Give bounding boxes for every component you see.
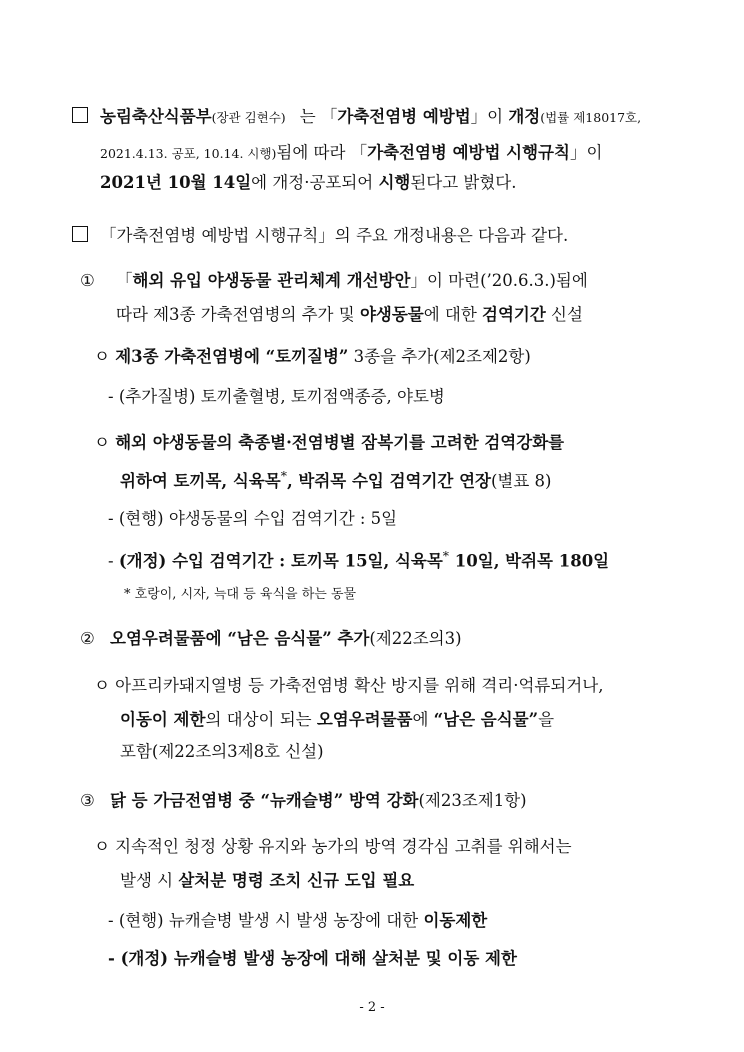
section-1-line-1: 농림축산식품부(장관 김현수) 는 「가축전염병 예방법」이 개정(법률 제18017호, — [72, 106, 641, 129]
item-2-title: ② 오염우려물품에 “남은 음식물” 추가(제22조의3) — [80, 629, 462, 648]
item-1-dash-3: - (개정) 수입 검역기간 : 토끼목 15일, 식육목* 10일, 박쥐목 180일 — [108, 548, 610, 571]
item-1-bullet-2-line-2: 위하여 토끼목, 식육목*, 박쥐목 수입 검역기간 연장(별표 8) — [120, 468, 552, 491]
item-1-footnote: * 호랑이, 시자, 늑대 등 육식을 하는 동물 — [124, 587, 357, 602]
checkbox-square-icon — [72, 107, 88, 123]
item-3-title: ③ 닭 등 가금전염병 중 “뉴캐슬병” 방역 강화(제23조제1항) — [80, 791, 527, 810]
item-1-bullet-2-line-1: ㅇ 해외 야생동물의 축종별·전염병별 잠복기를 고려한 검역강화를 — [94, 433, 565, 452]
item-2-line-3: 포함(제22조의3제8호 신설) — [120, 742, 324, 761]
item-2-line-1: ㅇ 아프리카돼지열병 등 가축전염병 확산 방지를 위해 격리·억류되거나, — [94, 676, 604, 695]
item-3-dash-1: - (현행) 뉴캐슬병 발생 시 발생 농장에 대한 이동제한 — [108, 911, 488, 930]
item-3-line-1: ㅇ 지속적인 청정 상황 유지와 농가의 방역 경각심 고취를 위해서는 — [94, 837, 572, 856]
section-1-line-3: 2021년 10월 14일에 개정·공포되어 시행된다고 밝혔다. — [100, 173, 517, 192]
item-1-line-2: 따라 제3종 가축전염병의 추가 및 야생동물에 대한 검역기간 신설 — [116, 305, 583, 324]
item-1-line-1: ① 「해외 유입 야생동물 관리체계 개선방안」이 마련(’20.6.3.)됨에 — [80, 271, 588, 290]
item-2-line-2: 이동이 제한의 대상이 되는 오염우려물품에 “남은 음식물”을 — [120, 710, 555, 729]
page-number: - 2 - — [359, 1000, 385, 1015]
item-1-dash-1: - (추가질병) 토끼출혈병, 토끼점액종증, 야토병 — [108, 387, 445, 406]
item-3-dash-2: - (개정) 뉴캐슬병 발생 농장에 대해 살처분 및 이동 제한 — [108, 949, 517, 968]
section-1-line-2: 2021.4.13. 공포, 10.14. 시행)됨에 따라 「가축전염병 예방법 시행규칙」이 — [100, 143, 603, 162]
item-1-bullet-1: ㅇ 제3종 가축전염병에 “토끼질병” 3종을 추가(제2조제2항) — [94, 347, 531, 366]
item-3-line-2: 발생 시 살처분 명령 조치 신규 도입 필요 — [120, 871, 415, 890]
section-2-heading: 「가축전염병 예방법 시행규칙」의 주요 개정내용은 다음과 같다. — [72, 225, 568, 247]
item-1-dash-2: - (현행) 야생동물의 수입 검역기간 : 5일 — [108, 509, 398, 528]
checkbox-square-icon — [72, 226, 88, 242]
